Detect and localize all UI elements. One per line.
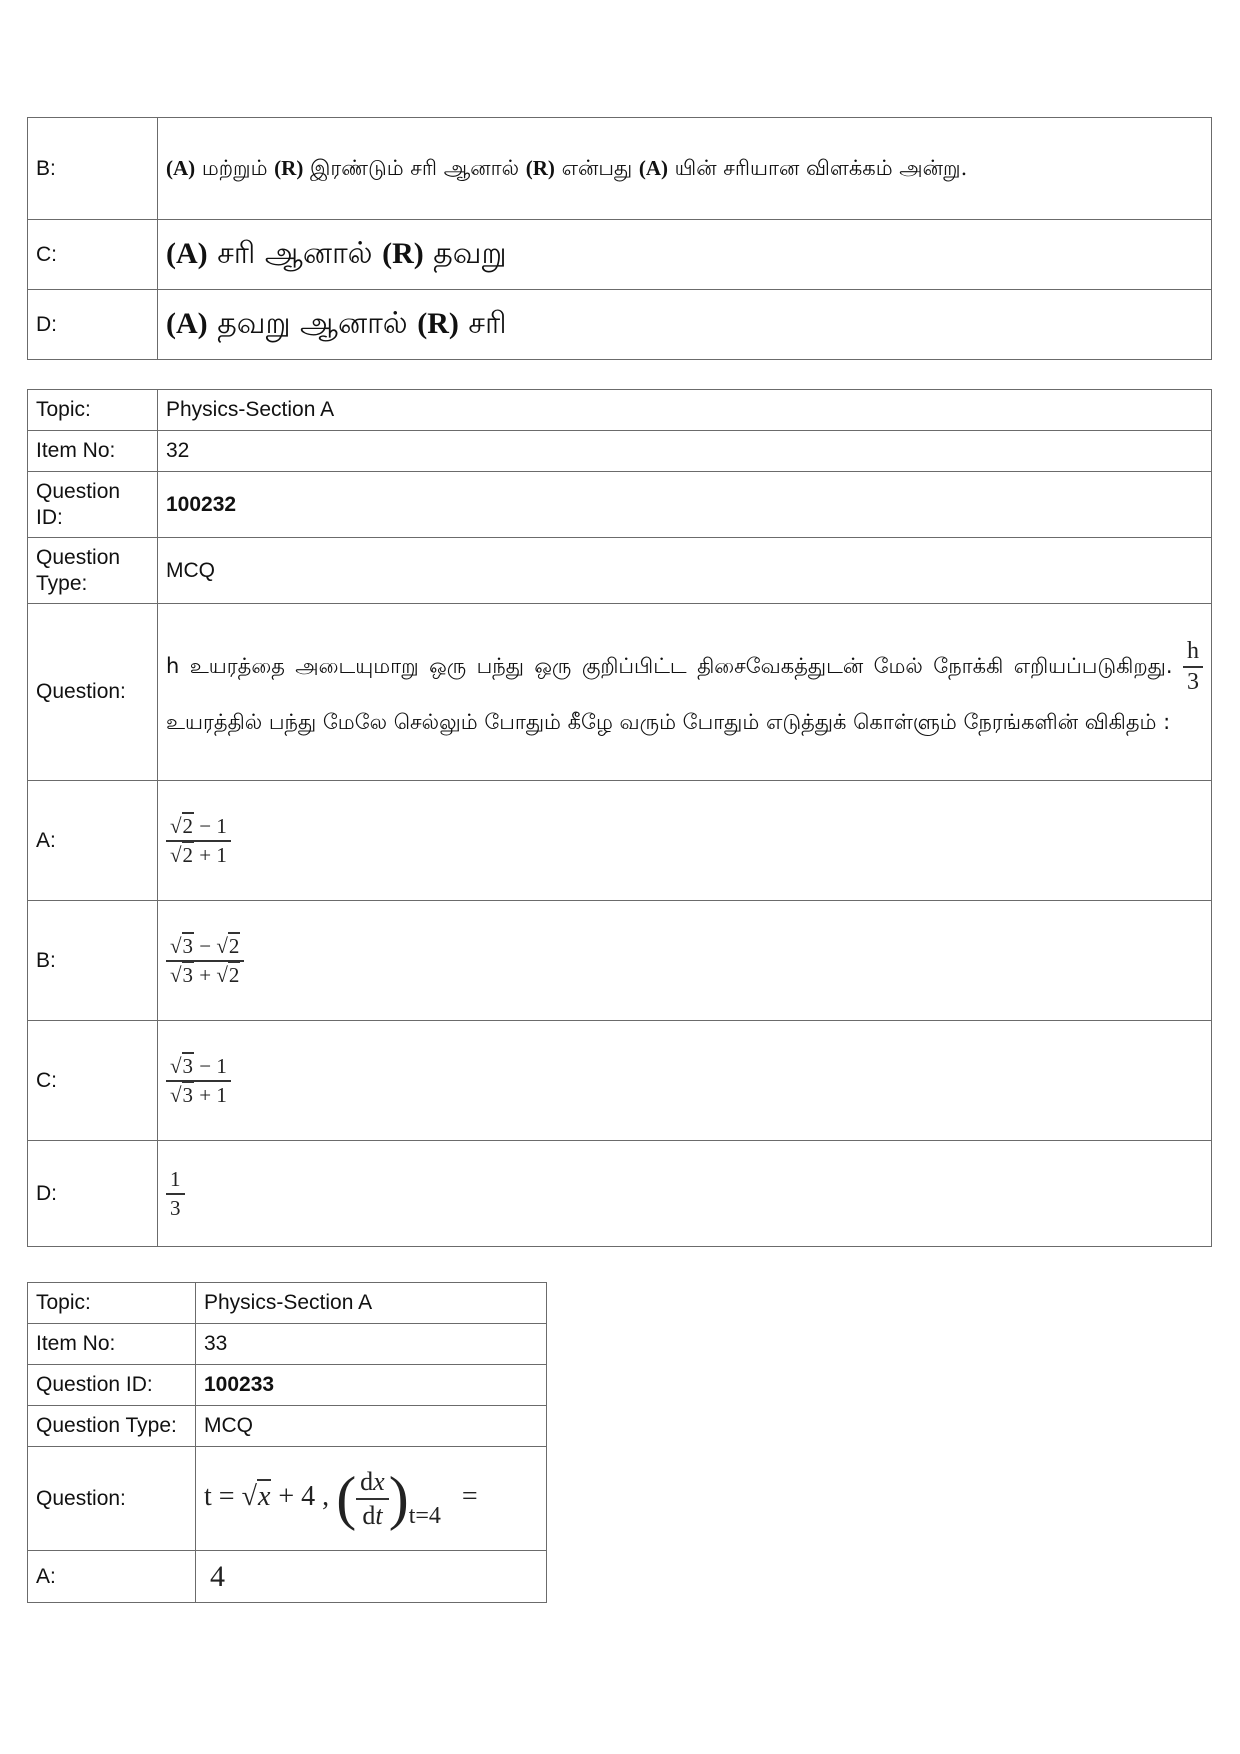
question-id-row bbox=[28, 472, 1212, 538]
sqrt-expression: √3 bbox=[170, 934, 194, 959]
item-value: 32 bbox=[158, 431, 1212, 472]
equation-part: t = bbox=[204, 1480, 242, 1512]
sqrt-expression: √2 bbox=[170, 814, 194, 839]
fraction bbox=[166, 813, 231, 868]
radicand: 2 bbox=[182, 814, 194, 839]
question-type-label: Question Type: bbox=[28, 538, 158, 604]
tag-a: (A) bbox=[166, 237, 208, 271]
text-part: சரி ஆனால் bbox=[207, 236, 383, 272]
fraction-denominator: 3 bbox=[1187, 668, 1199, 695]
option-label: D: bbox=[28, 1141, 158, 1247]
option-label: B: bbox=[28, 118, 158, 220]
tag-r: (R) bbox=[382, 237, 424, 271]
fraction-h-over-3 bbox=[1183, 637, 1203, 697]
topic-value: Physics-Section A bbox=[196, 1283, 547, 1324]
option-row-a bbox=[28, 781, 1212, 901]
fraction-numerator: 1 bbox=[166, 1166, 185, 1194]
fraction bbox=[166, 1166, 185, 1221]
fraction bbox=[166, 1053, 231, 1108]
math-var: t bbox=[375, 1500, 383, 1530]
question-text-part: உயரத்தில் பந்து மேலே செல்லும் போதும் கீழே வரும் போதும் எடுத்துக் கொள்ளும் நேரங்களின் விகிதம் : bbox=[166, 709, 1171, 734]
sqrt-expression: √3 bbox=[170, 962, 194, 987]
option-d-math bbox=[158, 1141, 1212, 1247]
question-id-row bbox=[28, 1365, 547, 1406]
sqrt-expression: √2 bbox=[170, 842, 194, 867]
option-text bbox=[158, 118, 1212, 220]
subscript: t=4 bbox=[408, 1502, 441, 1529]
question-type-value: MCQ bbox=[158, 538, 1212, 604]
option-row-d bbox=[28, 1141, 1212, 1247]
fraction-numerator bbox=[166, 813, 231, 841]
radicand: 3 bbox=[182, 1054, 194, 1079]
item-label: Item No: bbox=[28, 431, 158, 472]
question-33-table bbox=[27, 1282, 547, 1603]
equation-part: + 4 , bbox=[271, 1480, 330, 1512]
question-type-row bbox=[28, 1406, 547, 1447]
topic-row bbox=[28, 1283, 547, 1324]
fraction-denominator bbox=[356, 1500, 389, 1531]
option-row-b bbox=[28, 901, 1212, 1021]
question-label: Question: bbox=[28, 604, 158, 781]
question-id-value: 100232 bbox=[158, 472, 1212, 538]
option-label: D: bbox=[28, 290, 158, 360]
question-text-part: h உயரத்தை அடையுமாறு ஒரு பந்து ஒரு குறிப்பிட்ட திசைவேகத்துடன் மேல் நோக்கி எறியப்படுகிறது. bbox=[166, 653, 1173, 678]
fraction-denominator: 3 bbox=[170, 1195, 181, 1220]
text-part: இரண்டும் சரி ஆனால் bbox=[303, 156, 526, 181]
math-part: − 1 bbox=[194, 814, 227, 839]
option-label: C: bbox=[28, 1021, 158, 1141]
text-part: தவறு bbox=[423, 236, 507, 272]
math-part: d bbox=[360, 1467, 374, 1497]
sqrt-expression: √x bbox=[241, 1480, 271, 1512]
math-part: − 1 bbox=[194, 1054, 227, 1079]
radicand: 3 bbox=[182, 934, 194, 959]
question-type-label: Question Type: bbox=[28, 1406, 196, 1447]
fraction-numerator bbox=[166, 1053, 231, 1081]
text-part: சரி bbox=[458, 306, 507, 342]
text-part: என்பது bbox=[554, 156, 639, 181]
derivative-fraction bbox=[356, 1466, 389, 1530]
topic-label: Topic: bbox=[28, 390, 158, 431]
option-c-math bbox=[158, 1021, 1212, 1141]
fraction-denominator bbox=[166, 1082, 231, 1108]
tag-r: (R) bbox=[417, 307, 459, 341]
option-label: A: bbox=[28, 781, 158, 901]
topic-value: Physics-Section A bbox=[158, 390, 1212, 431]
text-part: மற்றும் bbox=[195, 156, 275, 181]
item-value: 33 bbox=[196, 1324, 547, 1365]
prev-question-options-table bbox=[27, 117, 1212, 360]
radicand: 2 bbox=[182, 842, 194, 867]
question-label: Question: bbox=[28, 1447, 196, 1551]
sqrt-expression: √3 bbox=[170, 1082, 194, 1107]
math-var: x bbox=[373, 1467, 385, 1497]
option-row-c bbox=[28, 220, 1212, 290]
option-row-d bbox=[28, 290, 1212, 360]
question-id-value: 100233 bbox=[196, 1365, 547, 1406]
question-id-label: Question ID: bbox=[28, 1365, 196, 1406]
topic-label: Topic: bbox=[28, 1283, 196, 1324]
radicand: 2 bbox=[228, 962, 240, 987]
left-paren: ( bbox=[336, 1465, 357, 1531]
option-a-math bbox=[158, 781, 1212, 901]
option-b-math bbox=[158, 901, 1212, 1021]
option-a-value: 4 bbox=[196, 1551, 547, 1603]
question-type-row bbox=[28, 538, 1212, 604]
option-text bbox=[158, 290, 1212, 360]
right-paren: ) bbox=[388, 1465, 409, 1531]
tag-r: (R) bbox=[525, 156, 555, 181]
equals-sign: = bbox=[461, 1480, 478, 1512]
text-part: தவறு ஆனால் bbox=[207, 306, 418, 342]
fraction bbox=[166, 933, 244, 988]
tag-a: (A) bbox=[638, 156, 668, 181]
math-part: d bbox=[362, 1500, 376, 1530]
tag-r: (R) bbox=[274, 156, 304, 181]
sqrt-expression: √2 bbox=[216, 962, 240, 987]
fraction-denominator bbox=[166, 842, 231, 868]
radicand: x bbox=[257, 1480, 271, 1512]
sqrt-expression: √2 bbox=[216, 934, 240, 959]
option-row-c bbox=[28, 1021, 1212, 1141]
radicand: 2 bbox=[228, 934, 240, 959]
option-row-b bbox=[28, 118, 1212, 220]
tag-a: (A) bbox=[166, 156, 196, 181]
math-part: + 1 bbox=[194, 1082, 227, 1107]
topic-row bbox=[28, 390, 1212, 431]
math-operator: + bbox=[194, 962, 217, 987]
item-label: Item No: bbox=[28, 1324, 196, 1365]
item-row bbox=[28, 1324, 547, 1365]
option-text bbox=[158, 220, 1212, 290]
sqrt-expression: √3 bbox=[170, 1054, 194, 1079]
fraction-numerator bbox=[166, 933, 244, 961]
fraction-denominator bbox=[166, 962, 244, 988]
fraction-numerator bbox=[356, 1466, 389, 1499]
item-row bbox=[28, 431, 1212, 472]
radicand: 3 bbox=[182, 1082, 194, 1107]
math-part: + 1 bbox=[194, 842, 227, 867]
text-part: யின் சரியான விளக்கம் அன்று. bbox=[668, 156, 968, 181]
question-text bbox=[158, 604, 1212, 781]
option-label: B: bbox=[28, 901, 158, 1021]
math-operator: − bbox=[194, 934, 217, 959]
option-label: A: bbox=[28, 1551, 196, 1603]
question-32-table bbox=[27, 389, 1212, 1247]
question-id-label: Question ID: bbox=[28, 472, 158, 538]
question-type-value: MCQ bbox=[196, 1406, 547, 1447]
question-row bbox=[28, 1447, 547, 1551]
option-label: C: bbox=[28, 220, 158, 290]
radicand: 3 bbox=[182, 962, 194, 987]
tag-a: (A) bbox=[166, 307, 208, 341]
option-row-a bbox=[28, 1551, 547, 1603]
question-row bbox=[28, 604, 1212, 781]
fraction-numerator: h bbox=[1183, 637, 1203, 668]
question-equation bbox=[196, 1447, 547, 1551]
